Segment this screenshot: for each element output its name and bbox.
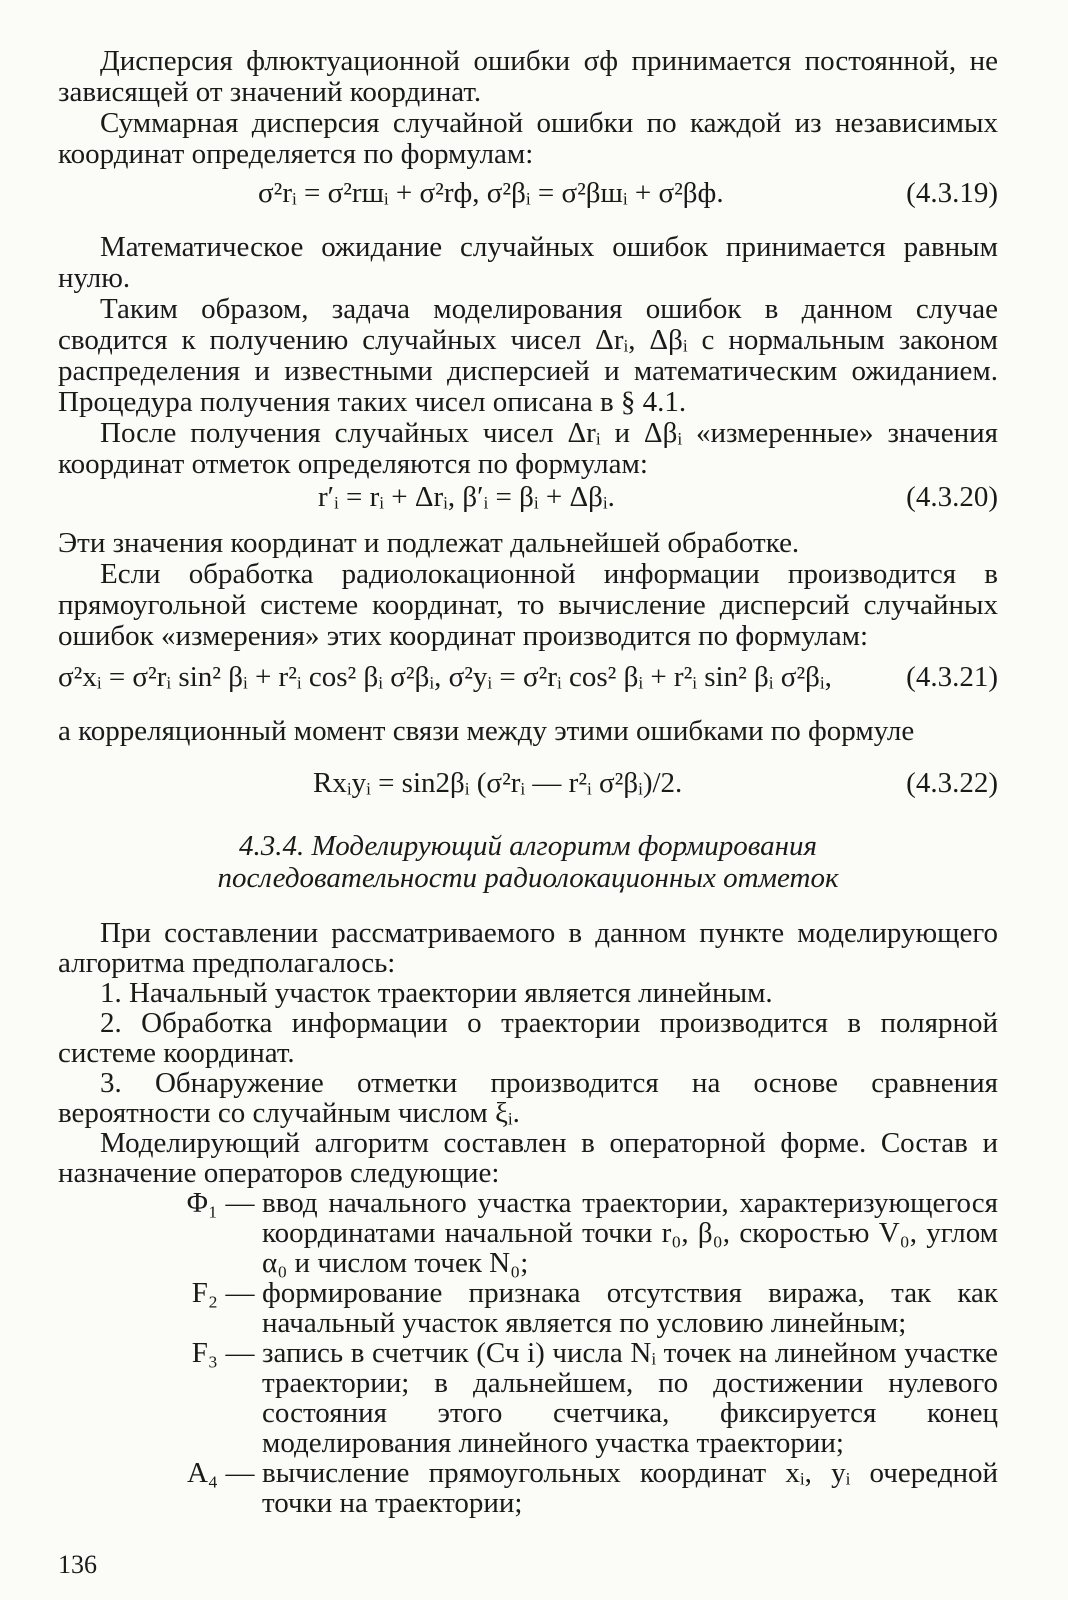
equation-number: (4.3.22)	[906, 767, 998, 799]
paragraph: Эти значения координат и подлежат дальнейшей обработке.	[58, 527, 800, 559]
operator-item	[58, 1188, 998, 1278]
middle-paragraphs-1	[58, 232, 998, 480]
top-paragraphs	[58, 46, 998, 170]
paragraph: Моделирующий алгоритм составлен в операторной форме. Состав и назначение операторов следующие:	[58, 1127, 998, 1189]
paragraph: После получения случайных чисел Δrᵢ и Δβᵢ «измеренные» значения координат отметок определяются по формулам:	[58, 417, 998, 480]
heading-line: последовательности радиолокационных отметок	[217, 862, 839, 894]
operator-item	[58, 1338, 998, 1458]
operator-text: запись в счетчик (Сч i) числа Nᵢ точек на линейном участке траектории; в дальнейшем, по достижении нулевого состояния этого счетчика, фиксируется конец моделирования линейного участка траектории;	[262, 1337, 998, 1459]
equation-expression: σ²xᵢ = σ²rᵢ sin² βᵢ + r²ᵢ cos² βᵢ σ²βᵢ, σ²yᵢ = σ²rᵢ cos² βᵢ + r²ᵢ sin² βᵢ σ²βᵢ,	[58, 661, 832, 693]
equation-4-3-22	[58, 766, 998, 800]
paragraph: При составлении рассматриваемого в данном пункте моделирующего алгоритма предполагалось:	[58, 917, 998, 979]
equation-expression: σ²rᵢ = σ²rшᵢ + σ²rф, σ²βᵢ = σ²βшᵢ + σ²βф.	[258, 177, 724, 209]
operator-dash: —	[225, 1337, 255, 1369]
operator-item	[58, 1458, 998, 1518]
operator-text: вычисление прямоугольных координат xᵢ, yᵢ очередной точки на траектории;	[262, 1457, 998, 1519]
equation-number: (4.3.20)	[906, 481, 998, 513]
correlation-paragraph	[58, 716, 998, 747]
operator-dash: —	[225, 1277, 255, 1309]
paragraph: Дисперсия флюктуационной ошибки σф принимается постоянной, не зависящей от значений координат.	[58, 45, 998, 108]
paragraph: Если обработка радиолокационной информации производится в прямоугольной системе координат, то вычисление дисперсий случайных ошибок «измерения» этих координат производится по формулам:	[58, 558, 998, 652]
list-item: 3. Обнаружение отметки производится на основе сравнения вероятности со случайным числом ξᵢ.	[58, 1067, 998, 1129]
equation-4-3-20	[58, 480, 998, 514]
operator-symbol: A₄	[186, 1457, 218, 1489]
list-item: 2. Обработка информации о траектории производится в полярной системе координат.	[58, 1007, 998, 1069]
operator-symbol: F₂	[191, 1277, 218, 1309]
middle-paragraphs-2	[58, 528, 998, 652]
equation-expression: Rxᵢyᵢ = sin2βᵢ (σ²rᵢ — r²ᵢ σ²βᵢ)/2.	[313, 767, 683, 799]
operator-dash: —	[225, 1457, 255, 1489]
equation-4-3-19	[58, 176, 998, 210]
operator-text: формирование признака отсутствия виража, так как начальный участок является по условию линейным;	[262, 1277, 998, 1339]
paragraph: а корреляционный момент связи между этими ошибками по формуле	[58, 715, 915, 747]
operator-dash: —	[225, 1187, 255, 1219]
page-number: 136	[58, 1550, 97, 1579]
operator-symbol: F₃	[191, 1337, 218, 1369]
operator-text: ввод начального участка траектории, характеризующегося координатами начальной точки r₀, β₀, скоростью V₀, углом α₀ и числом точек N₀;	[262, 1187, 998, 1279]
operator-list	[58, 1188, 998, 1518]
operator-symbol: Φ₁	[186, 1187, 218, 1219]
paragraph: Математическое ожидание случайных ошибок принимается равным нулю.	[58, 231, 998, 294]
section-heading	[58, 830, 998, 894]
heading-line: 4.3.4. Моделирующий алгоритм формирования	[239, 830, 817, 862]
equation-number: (4.3.19)	[906, 177, 998, 209]
list-item: 1. Начальный участок траектории является линейным.	[100, 977, 773, 1009]
equation-expression: r′ᵢ = rᵢ + Δrᵢ, β′ᵢ = βᵢ + Δβᵢ.	[318, 481, 615, 513]
bottom-paragraphs	[58, 918, 998, 1188]
equation-number: (4.3.21)	[906, 661, 998, 693]
equation-4-3-21	[58, 660, 998, 694]
paragraph: Суммарная дисперсия случайной ошибки по каждой из независимых координат определяется по формулам:	[58, 107, 998, 170]
paragraph: Таким образом, задача моделирования ошибок в данном случае сводится к получению случайных чисел Δrᵢ, Δβᵢ с нормальным законом распределения и известными дисперсией и математическим ожиданием. Процедура получения таких чисел описана в § 4.1.	[58, 293, 998, 418]
operator-item	[58, 1278, 998, 1338]
